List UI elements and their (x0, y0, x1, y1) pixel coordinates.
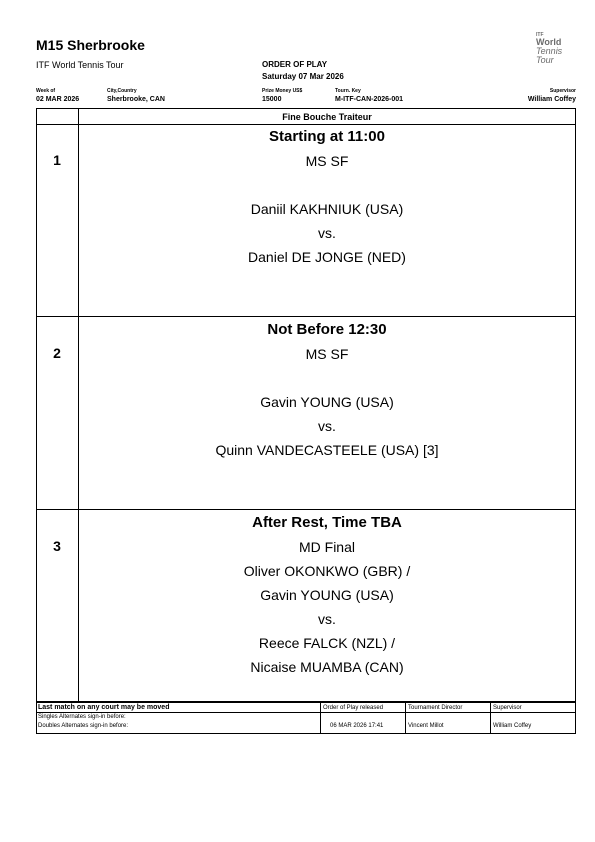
footer-divider (405, 702, 406, 734)
footer-divider (320, 702, 321, 734)
match-versus: vs. (318, 225, 336, 241)
footer-supervisor-value: William Coffey (493, 723, 532, 729)
supervisor-value: William Coffey (527, 96, 576, 103)
match-cell (78, 511, 576, 679)
footer-divider (490, 702, 491, 734)
match-time: After Rest, Time TBA (252, 514, 402, 531)
supervisor-label: Supervisor (549, 88, 576, 94)
week-of-label: Week of (36, 88, 56, 94)
tourn-key-label: Tourn. Key (335, 88, 361, 94)
match-event: MD Final (298, 539, 355, 555)
footer-supervisor-label: Supervisor (493, 705, 522, 711)
city-country-label: City,Country (107, 88, 137, 94)
match-player-line: Gavin YOUNG (USA) (260, 394, 394, 410)
tour-name: ITF World Tennis Tour (36, 60, 124, 70)
match-number: 3 (53, 538, 61, 554)
spacer (78, 366, 576, 390)
last-match-note: Last match on any court may be moved (38, 704, 170, 711)
logo-line-2: Tennis (536, 46, 563, 56)
match-versus: vs. (318, 418, 336, 434)
grid-divider (36, 509, 576, 510)
match-player-line: Daniel DE JONGE (NED) (248, 249, 406, 265)
week-of-value: 02 MAR 2026 (36, 96, 80, 103)
tournament-director-value: Vincent Millot (408, 723, 444, 729)
match-cell (78, 318, 576, 462)
footer-divider (36, 712, 576, 713)
match-cell (78, 125, 576, 269)
match-event: MS SF (305, 346, 349, 362)
match-number: 1 (53, 152, 61, 168)
tournament-name: M15 Sherbrooke (36, 37, 145, 53)
spacer (78, 173, 576, 197)
city-country-value: Sherbrooke, CAN (107, 96, 165, 103)
court-name: Fine Bouche Traiteur (282, 112, 372, 122)
grid-divider (36, 316, 576, 317)
tourn-key-value: M-ITF-CAN-2026-001 (335, 96, 404, 103)
order-of-play-date: Saturday 07 Mar 2026 (262, 72, 344, 81)
match-player-line: Gavin YOUNG (USA) (260, 587, 394, 603)
logo-itf-text: ITF (536, 32, 544, 38)
tournament-director-label: Tournament Director (408, 705, 463, 711)
match-player-line: Reece FALCK (NZL) / (258, 635, 396, 651)
match-time: Starting at 11:00 (269, 128, 385, 145)
doubles-alternates-note: Doubles Alternates sign-in before: (38, 723, 129, 729)
match-player-line: Nicaise MUAMBA (CAN) (250, 659, 404, 675)
logo-line-1: World (536, 37, 562, 47)
match-player-line: Oliver OKONKWO (GBR) / (243, 563, 411, 579)
logo-line-3: Tour (536, 55, 554, 65)
match-event: MS SF (305, 153, 349, 169)
oop-released-value: 06 MAR 2026 17:41 (330, 723, 384, 729)
oop-released-label: Order of Play released (323, 705, 384, 711)
match-player-line: Daniil KAKHNIUK (USA) (250, 201, 404, 217)
prize-money-label: Prize Money US$ (262, 88, 303, 94)
singles-alternates-note: Singles Alternates sign-in before: (38, 714, 126, 720)
match-player-line: Quinn VANDECASTEELE (USA) [3] (215, 442, 439, 458)
match-time: Not Before 12:30 (267, 321, 387, 338)
match-versus: vs. (318, 611, 336, 627)
match-number: 2 (53, 345, 61, 361)
order-of-play-title: ORDER OF PLAY (262, 60, 328, 69)
itf-world-tennis-tour-logo (536, 32, 576, 76)
prize-money-value: 15000 (262, 96, 282, 103)
